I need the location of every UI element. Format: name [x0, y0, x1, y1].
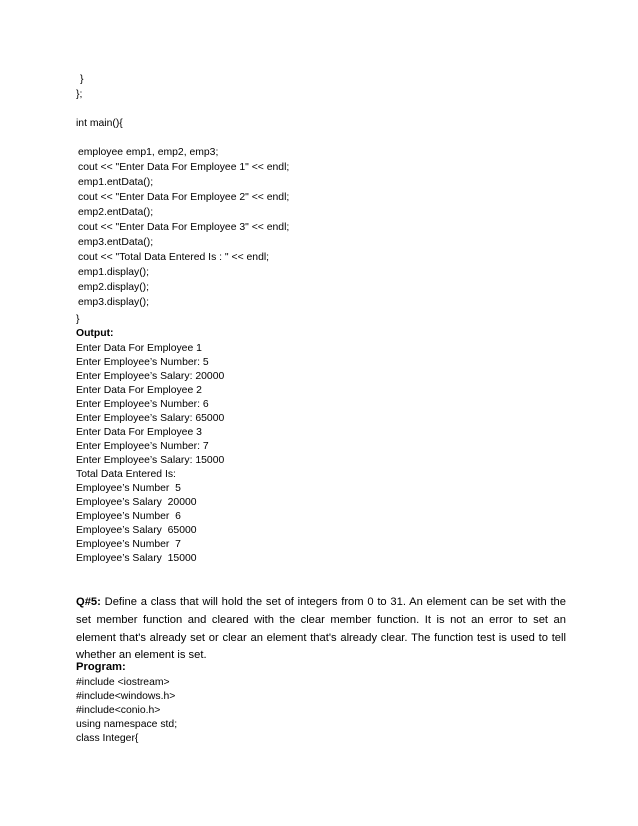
- output-line: Employee’s Salary 20000: [76, 497, 197, 508]
- code-line: cout << "Total Data Entered Is : " << endl;: [78, 252, 270, 263]
- code-main-close: }: [76, 314, 80, 325]
- code-close-class: };: [76, 89, 83, 100]
- program-code-line: using namespace std;: [76, 719, 178, 730]
- program-code-line: #include <iostream>: [76, 677, 170, 688]
- code-close-brace: }: [80, 74, 84, 85]
- code-line: emp3.display();: [78, 297, 150, 308]
- code-line: emp1.entData();: [78, 177, 154, 188]
- output-line: Enter Employee’s Salary: 15000: [76, 455, 225, 466]
- output-line: Employee’s Salary 15000: [76, 553, 197, 564]
- code-line: emp1.display();: [78, 267, 150, 278]
- code-line: cout << "Enter Data For Employee 2" << endl;: [78, 192, 290, 203]
- question-paragraph: [76, 594, 566, 665]
- program-code-line: class Integer{: [76, 733, 139, 744]
- code-line: employee emp1, emp2, emp3;: [78, 147, 219, 158]
- question-label: Q#5:: [76, 596, 101, 608]
- output-line: Employee’s Number 5: [76, 483, 181, 494]
- code-line: cout << "Enter Data For Employee 1" << endl;: [78, 162, 290, 173]
- code-main-signature: int main(){: [76, 118, 123, 129]
- output-line: Enter Data For Employee 3: [76, 427, 202, 438]
- code-line: emp2.display();: [78, 282, 150, 293]
- output-line: Enter Data For Employee 2: [76, 385, 202, 396]
- output-line: Employee’s Number 7: [76, 539, 181, 550]
- program-code-line: #include<windows.h>: [76, 691, 176, 702]
- program-code-line: #include<conio.h>: [76, 705, 161, 716]
- output-heading: Output:: [76, 328, 114, 339]
- output-line: Enter Employee’s Number: 6: [76, 399, 209, 410]
- program-heading: Program:: [76, 661, 126, 673]
- question-text: Define a class that will hold the set of integers from 0 to 31. An element can be set with the set member function and cleared with the clear member function. It is not an error to set an element that's already set or clear an element that's already clear. The function test is used to tell whether an element is set.: [76, 596, 566, 662]
- output-line: Enter Data For Employee 1: [76, 343, 202, 354]
- output-line: Employee’s Salary 65000: [76, 525, 197, 536]
- code-line: emp3.entData();: [78, 237, 154, 248]
- output-line: Employee’s Number 6: [76, 511, 181, 522]
- output-line: Enter Employee’s Number: 5: [76, 357, 209, 368]
- output-line: Enter Employee’s Salary: 20000: [76, 371, 225, 382]
- code-line: cout << "Enter Data For Employee 3" << endl;: [78, 222, 290, 233]
- code-line: emp2.entData();: [78, 207, 154, 218]
- output-line: Enter Employee’s Number: 7: [76, 441, 209, 452]
- output-line: Total Data Entered Is:: [76, 469, 176, 480]
- output-line: Enter Employee’s Salary: 65000: [76, 413, 225, 424]
